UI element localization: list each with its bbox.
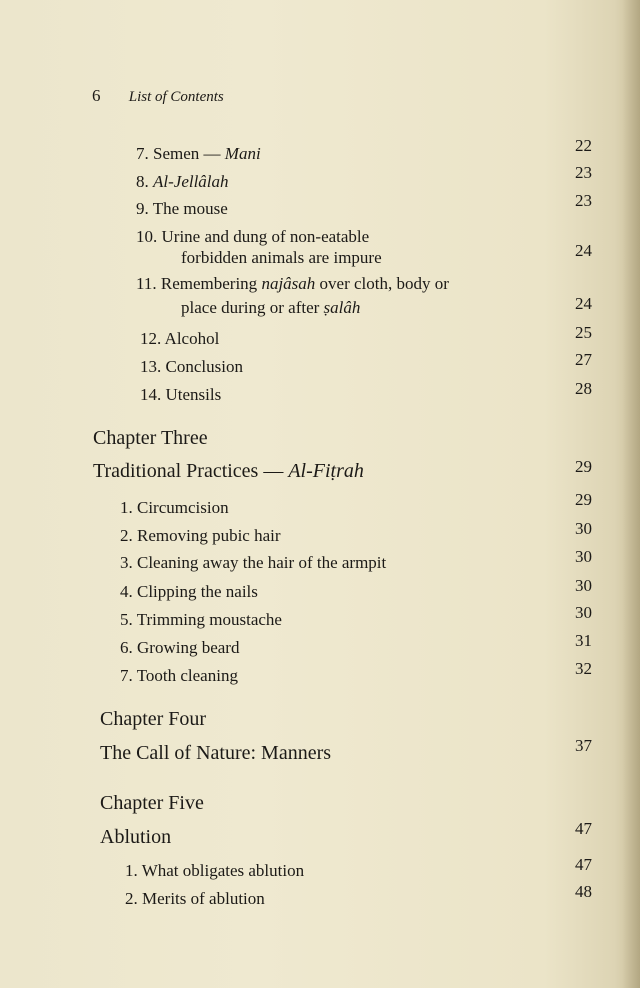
entry-text: 11. Remembering (136, 274, 262, 293)
entry-label: 7. Semen — (136, 144, 225, 163)
entry-label-line1 (136, 274, 449, 294)
entry-label-line2: forbidden animals are impure (181, 248, 382, 267)
entry-label: 1. Circumcision (120, 498, 229, 517)
entry-page: 30 (575, 603, 592, 622)
entry-page: 37 (575, 736, 592, 755)
entry-label: 9. The mouse (136, 199, 228, 218)
chapter-title (93, 460, 364, 483)
entry-page: 23 (575, 191, 592, 210)
entry-label-line1: 10. Urine and dung of non-eatable (136, 227, 370, 246)
entry-label: 2. Merits of ablution (125, 889, 265, 908)
entry-label: 2. Removing pubic hair (120, 526, 281, 545)
chapter-title-text: Traditional Practices — (93, 460, 289, 482)
entry-text-italic: ṣalâh (323, 298, 361, 317)
entry-page: 29 (575, 457, 592, 476)
page-edge-shadow (622, 0, 640, 988)
entry-label: 5. Trimming moustache (120, 610, 282, 629)
entry-page: 25 (575, 323, 592, 342)
entry-page: 23 (575, 163, 592, 182)
entry-text-italic: najâsah (261, 274, 316, 293)
entry-page: 30 (575, 519, 592, 538)
chapter-title: The Call of Nature: Manners (100, 742, 332, 764)
chapter-heading: Chapter Three (93, 427, 208, 449)
entry-page: 30 (575, 547, 592, 566)
running-header (92, 86, 224, 106)
entry-label-italic: Al-Jellâlah (153, 172, 229, 191)
chapter-heading: Chapter Five (100, 792, 204, 814)
running-title: List of Contents (128, 89, 224, 105)
entry-label: 3. Cleaning away the hair of the armpit (120, 553, 387, 572)
entry-page: 27 (575, 350, 592, 369)
entry-label: 4. Clipping the nails (120, 582, 258, 601)
entry-page: 30 (575, 576, 592, 595)
entry-label: 7. Tooth cleaning (120, 666, 238, 685)
entry-label: 6. Growing beard (120, 638, 240, 657)
entry-label: 1. What obligates ablution (125, 861, 305, 880)
entry-page: 47 (575, 819, 592, 838)
entry-page: 32 (575, 659, 592, 678)
entry-text: place during or after (181, 298, 324, 317)
entry-page: 28 (575, 379, 592, 398)
chapter-title-italic: Al-Fiṭrah (288, 460, 364, 482)
entry-label-italic: Mani (224, 144, 261, 163)
entry-page: 31 (575, 631, 592, 650)
entry-label: 14. Utensils (140, 385, 222, 404)
entry-page: 48 (575, 882, 592, 901)
entry-label: 12. Alcohol (140, 329, 220, 348)
entry-page: 22 (575, 136, 592, 155)
entry-label: 8. (136, 172, 153, 191)
entry-page: 24 (575, 294, 592, 313)
entry-label-line2 (181, 298, 360, 318)
entry-label: 13. Conclusion (140, 357, 243, 376)
entry-page: 24 (575, 241, 592, 260)
entry-page: 47 (575, 855, 592, 874)
chapter-title: Ablution (100, 826, 172, 848)
entry-text: over cloth, body or (315, 274, 449, 293)
chapter-heading: Chapter Four (100, 708, 207, 730)
entry-page: 29 (575, 490, 592, 509)
page-number: 6 (92, 86, 101, 105)
